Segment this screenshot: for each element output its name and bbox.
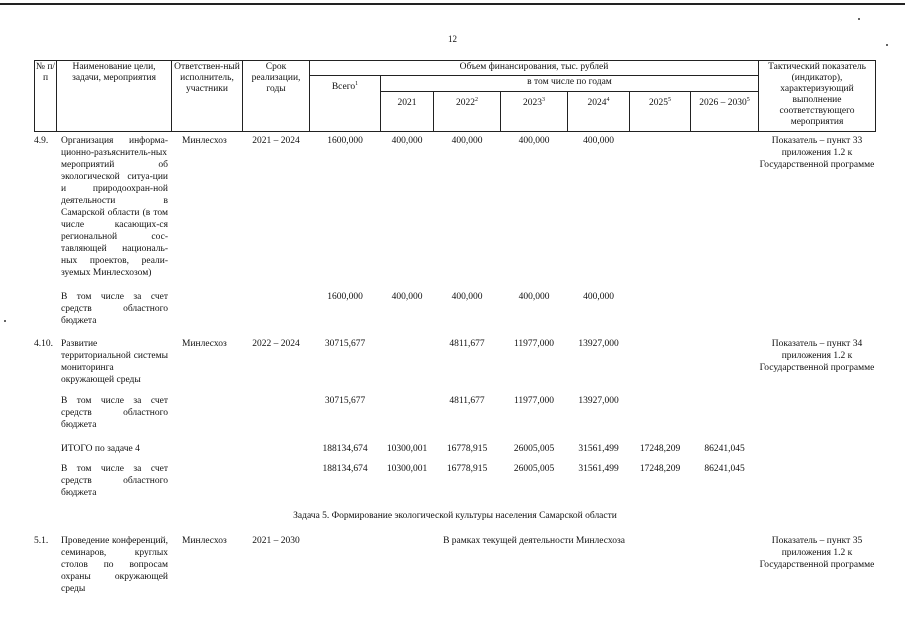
row-2026-2030: 86241,045 bbox=[704, 444, 745, 454]
header-year-2026-2030: 2026 – 2030$^5$ bbox=[690, 91, 759, 132]
row-2021: 10300,001 bbox=[386, 464, 428, 474]
header-indicator: Тактический показатель (индикатор), характеризующий выполнение соответствующего мероприятия bbox=[758, 60, 876, 132]
row-2021: 10300,001 bbox=[386, 444, 428, 454]
row-2022: 400,000 bbox=[451, 292, 483, 302]
row-2021: 400,000 bbox=[391, 292, 423, 302]
row-2023: 26005,005 bbox=[513, 444, 555, 454]
row-2024: 31561,499 bbox=[578, 444, 619, 454]
row-2023: 400,000 bbox=[518, 292, 550, 302]
header-total: Всего$^1$ bbox=[309, 75, 381, 132]
header-name: Наименование цели, задачи, мероприятия bbox=[56, 60, 172, 132]
row-2024: 13927,000 bbox=[578, 339, 619, 349]
row-2024: 400,000 bbox=[583, 292, 614, 302]
row-total: 188134,674 bbox=[322, 444, 368, 454]
row-name: Организация информа-ционно-разъяснитель-ных мероприятий об экологической ситуа-ции и природоохран-ной деятельности в Самарской области (в том числе касающих-ся региональной сос-тавляющей националь-ных проектов, реали-зуемых Минлесхозом) bbox=[61, 136, 168, 278]
row-number: 4.9. bbox=[34, 136, 49, 146]
row-2022: 16778,915 bbox=[446, 444, 488, 454]
row-2022: 4811,677 bbox=[449, 396, 485, 406]
page-top-edge bbox=[0, 3, 905, 5]
header-year-2021: 2021 bbox=[380, 91, 434, 132]
task-heading: Задача 5. Формирование экологической культуры населения Самарской области bbox=[293, 511, 617, 521]
row-name: Проведение конференций, семинаров, круглых столов по вопросам охраны окружающей среды bbox=[61, 536, 168, 594]
row-indicator: Показатель – пункт 35 приложения 1.2 к Государственной программе bbox=[759, 536, 875, 570]
row-2021: 400,000 bbox=[391, 136, 423, 146]
row-term: 2021 – 2030 bbox=[252, 536, 300, 546]
row-2025: 17248,209 bbox=[639, 464, 681, 474]
header-by-years: в том числе по годам bbox=[380, 75, 759, 92]
row-name: В том числе за счет средств областного бюджета bbox=[61, 292, 168, 326]
scan-speck bbox=[886, 44, 888, 46]
row-indicator: Показатель – пункт 33 приложения 1.2 к Государственной программе bbox=[759, 136, 875, 170]
header-funding: Объем финансирования, тыс. рублей bbox=[309, 60, 759, 76]
row-executor: Минлесхоз bbox=[182, 136, 227, 146]
row-indicator: Показатель – пункт 34 приложения 1.2 к Государственной программе bbox=[759, 339, 875, 373]
row-term: 2021 – 2024 bbox=[252, 136, 300, 146]
header-term: Срок реализации, годы bbox=[242, 60, 310, 132]
row-2023: 11977,000 bbox=[513, 396, 555, 406]
row-2023: 11977,000 bbox=[513, 339, 555, 349]
row-name: В том числе за счет средств областного бюджета bbox=[61, 396, 168, 430]
row-total: 1600,000 bbox=[327, 292, 363, 302]
row-executor: Минлесхоз bbox=[182, 536, 227, 546]
row-2025: 17248,209 bbox=[639, 444, 681, 454]
row-name: Развитие территориальной системы мониторинга окружающей среды bbox=[61, 339, 168, 385]
row-2022: 4811,677 bbox=[449, 339, 485, 349]
row-name: В том числе за счет средств областного бюджета bbox=[61, 464, 168, 498]
row-name: ИТОГО по задаче 4 bbox=[61, 444, 140, 454]
header-executor: Ответствен-ный исполнитель, участники bbox=[171, 60, 243, 132]
row-2024: 31561,499 bbox=[578, 464, 619, 474]
scan-speck bbox=[858, 18, 860, 20]
header-year-2025: 2025$^5$ bbox=[629, 91, 691, 132]
row-total: 30715,677 bbox=[324, 396, 366, 406]
header-year-2022: 2022$^2$ bbox=[433, 91, 501, 132]
row-term: 2022 – 2024 bbox=[252, 339, 300, 349]
row-funding-note: В рамках текущей деятельности Минлесхоза bbox=[443, 536, 625, 546]
row-2023: 400,000 bbox=[518, 136, 550, 146]
row-2026-2030: 86241,045 bbox=[704, 464, 745, 474]
row-2022: 400,000 bbox=[451, 136, 483, 146]
row-2023: 26005,005 bbox=[513, 464, 555, 474]
scan-speck bbox=[4, 320, 6, 322]
header-num: № п/п bbox=[34, 60, 57, 132]
row-total: 30715,677 bbox=[324, 339, 366, 349]
row-total: 1600,000 bbox=[327, 136, 363, 146]
row-number: 5.1. bbox=[34, 536, 49, 546]
row-total: 188134,674 bbox=[322, 464, 368, 474]
row-number: 4.10. bbox=[34, 339, 53, 349]
header-year-2023: 2023$^3$ bbox=[500, 91, 568, 132]
page-number: 12 bbox=[448, 34, 457, 44]
row-2022: 16778,915 bbox=[446, 464, 488, 474]
row-executor: Минлесхоз bbox=[182, 339, 227, 349]
row-2024: 13927,000 bbox=[578, 396, 619, 406]
row-2024: 400,000 bbox=[583, 136, 614, 146]
header-year-2024: 2024$^4$ bbox=[567, 91, 630, 132]
